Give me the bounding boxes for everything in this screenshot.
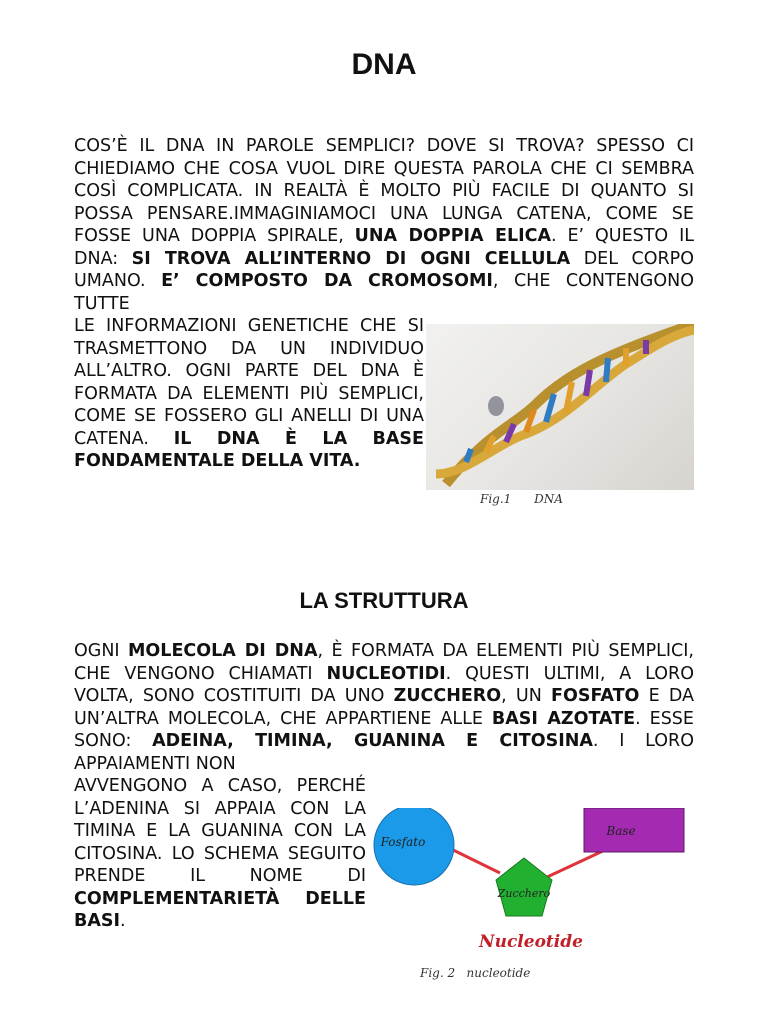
bold-text: ZUCCHERO [393, 686, 502, 706]
fig2-caption: Fig. 2 nucleotide [420, 966, 531, 980]
fig1-caption: Fig.1 DNA [480, 492, 563, 506]
page-title: DNA [351, 48, 417, 81]
zucchero-label: Zucchero [497, 887, 551, 900]
text-run: . I LORO APPAIAMENTI NON [74, 731, 694, 774]
bold-text: MOLECOLA DI DNA [128, 641, 318, 661]
bold-text: SI TROVA ALL’INTERNO DI OGNI CELLULA [131, 248, 571, 269]
dna-helix-image [426, 324, 694, 490]
structure-paragraph [74, 640, 694, 775]
section-title: LA STRUTTURA [299, 588, 469, 613]
text-run: . E’ QUESTO IL DNA: [74, 226, 694, 269]
text-run: AVVENGONO A CASO, PERCHÉ L’ADENINA SI APPAIA CON LA TIMINA E LA GUANINA CON LA CITOSINA. LO SCHEMA SEGUITO PRENDE IL NOME DI [74, 776, 366, 886]
bold-text: FOSFATO [551, 686, 640, 706]
text-run: . QUESTI ULTIMI, A LORO VOLTA, SONO COSTITUITI DA UNO [74, 663, 694, 706]
bold-text: E’ COMPOSTO DA CROMOSOMI [161, 271, 493, 291]
text-run: , UN [501, 686, 552, 706]
intro-paragraph-continued [74, 315, 424, 473]
bold-text: BASI AZOTATE [491, 708, 636, 729]
text-run: DEL CORPO UMANO. [74, 248, 694, 291]
text-run: . ESSE SONO: [74, 708, 694, 751]
text-run: , CHE CONTENGONO TUTTE [74, 271, 694, 314]
text-run: OGNI [74, 641, 129, 661]
bold-text: NUCLEOTIDI [326, 663, 446, 684]
text-run: IMMAGINIAMOCI UNA LUNGA CATENA, COME SE FOSSE UNA DOPPIA SPIRALE, [74, 203, 694, 246]
text-run: E DA UN’ALTRA MOLECOLA, CHE APPARTIENE ALLE [74, 686, 695, 729]
diagram-title: Nucleotide [479, 932, 583, 952]
fosfato-label: Fosfato [380, 835, 426, 849]
nucleotide-diagram [370, 808, 690, 958]
bold-text: IL DNA È LA BASE FONDAMENTALE DELLA VITA. [74, 428, 424, 471]
base-label: Base [606, 824, 636, 838]
bold-text: ADEINA, TIMINA, GUANINA E CITOSINA [152, 731, 593, 751]
text-run: , È FORMATA DA ELEMENTI PIÙ SEMPLICI, CHE VENGONO CHIAMATI [74, 641, 694, 684]
bold-text: COMPLEMENTARIETÀ DELLE BASI [74, 888, 366, 931]
text-run: LE INFORMAZIONI GENETICHE CHE SI TRASMETTONO DA UN INDIVIDUO ALL’ALTRO. OGNI PARTE DEL DNA È FORMATA DA ELEMENTI PIÙ SEMPLICI, COME SE FOSSERO GLI ANELLI DI UNA CATENA. [74, 316, 424, 449]
intro-paragraph [74, 135, 694, 315]
text-run: . [120, 911, 126, 931]
structure-paragraph-continued [74, 775, 366, 933]
text-run: COS’È IL DNA IN PAROLE SEMPLICI? DOVE SI TROVA? SPESSO CI CHIEDIAMO CHE COSA VUOL DIRE QUESTA PAROLA CHE CI SEMBRA COSÌ COMPLICATA. IN REALTÀ È MOLTO PIÙ FACILE DI QUANTO SI POSSA PENSARE. [74, 136, 694, 224]
bold-text: UNA DOPPIA ELICA [354, 226, 552, 246]
